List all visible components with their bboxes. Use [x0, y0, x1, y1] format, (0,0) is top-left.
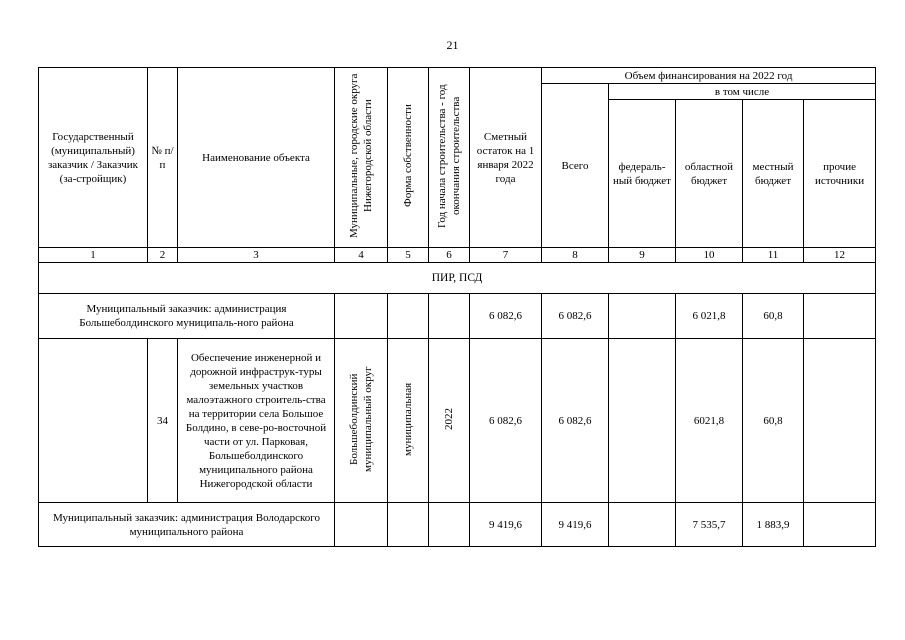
col-num-7: 7: [470, 248, 542, 263]
row-federal: [609, 294, 676, 339]
table-row: [39, 339, 876, 503]
header-municipality-cell: [335, 68, 388, 248]
header-municipality: Муниципальные, городские округа Нижегородской области: [348, 73, 374, 238]
section-row: [39, 263, 876, 294]
row-federal: [609, 503, 676, 547]
col-num-12: 12: [804, 248, 876, 263]
header-years-cell: [429, 68, 470, 248]
header-total: Всего: [542, 84, 609, 248]
header-ownership: Форма собственности: [402, 104, 414, 207]
header-estimated-balance: Сметный остаток на 1 января 2022 года: [470, 68, 542, 248]
header-ownership-cell: [388, 68, 429, 248]
row-municipality-cell: [335, 339, 388, 503]
header-row-1: [39, 68, 876, 84]
header-local: местный бюджет: [743, 100, 804, 248]
section-title: ПИР, ПСД: [39, 263, 876, 294]
col-num-8: 8: [542, 248, 609, 263]
row-years: 2022: [443, 407, 455, 430]
row-num: 34: [148, 339, 178, 503]
col-num-3: 3: [178, 248, 335, 263]
row-years: [429, 503, 470, 547]
row-estimated-balance: 9 419,6: [470, 503, 542, 547]
row-estimated-balance: 6 082,6: [470, 339, 542, 503]
row-municipality: [335, 503, 388, 547]
financing-table: [38, 67, 876, 547]
row-object-name: Обеспечение инженерной и дорожной инфраструк-туры земельных участков малоэтажного строитель-ства на территории села Большое Болдино, в севе-ро-восточной части от ул. Парковая, Большеболдинского муниципального района Нижегородской области: [178, 339, 335, 503]
col-num-1: 1: [39, 248, 148, 263]
row-local: 1 883,9: [743, 503, 804, 547]
row-customer: [39, 339, 148, 503]
row-years-cell: [429, 339, 470, 503]
row-estimated-balance: 6 082,6: [470, 294, 542, 339]
row-regional: 6 021,8: [676, 294, 743, 339]
row-regional: 7 535,7: [676, 503, 743, 547]
row-customer: Муниципальный заказчик: администрация Володарского муниципального района: [39, 503, 335, 547]
col-num-11: 11: [743, 248, 804, 263]
header-including: в том числе: [609, 84, 876, 100]
col-num-6: 6: [429, 248, 470, 263]
column-numbers-row: [39, 248, 876, 263]
row-total: 6 082,6: [542, 294, 609, 339]
table-row: [39, 503, 876, 547]
header-funding-2022: Объем финансирования на 2022 год: [542, 68, 876, 84]
row-ownership: муниципальная: [402, 381, 414, 456]
col-num-2: 2: [148, 248, 178, 263]
row-federal: [609, 339, 676, 503]
row-years: [429, 294, 470, 339]
row-local: 60,8: [743, 339, 804, 503]
col-num-10: 10: [676, 248, 743, 263]
row-regional: 6021,8: [676, 339, 743, 503]
row-other: [804, 339, 876, 503]
row-municipality: Большеболдинский муниципальный округ: [348, 365, 374, 472]
header-num: № п/п: [148, 68, 178, 248]
row-other: [804, 503, 876, 547]
row-ownership: [388, 294, 429, 339]
header-customer: Государственный (муниципальный) заказчик / Заказчик (за-стройщик): [39, 68, 148, 248]
row-ownership: [388, 503, 429, 547]
row-local: 60,8: [743, 294, 804, 339]
header-federal: федераль-ный бюджет: [609, 100, 676, 248]
header-regional: областной бюджет: [676, 100, 743, 248]
row-other: [804, 294, 876, 339]
header-years: Год начала строительства - год окончания строительства: [436, 83, 462, 228]
table-row: [39, 294, 876, 339]
row-total: 9 419,6: [542, 503, 609, 547]
row-ownership-cell: [388, 339, 429, 503]
col-num-9: 9: [609, 248, 676, 263]
col-num-5: 5: [388, 248, 429, 263]
row-municipality: [335, 294, 388, 339]
header-other: прочие источники: [804, 100, 876, 248]
col-num-4: 4: [335, 248, 388, 263]
row-total: 6 082,6: [542, 339, 609, 503]
header-object-name: Наименование объекта: [178, 68, 335, 248]
page-number: 21: [446, 38, 459, 52]
row-customer: Муниципальный заказчик: администрация Большеболдинского муниципаль-ного района: [39, 294, 335, 339]
